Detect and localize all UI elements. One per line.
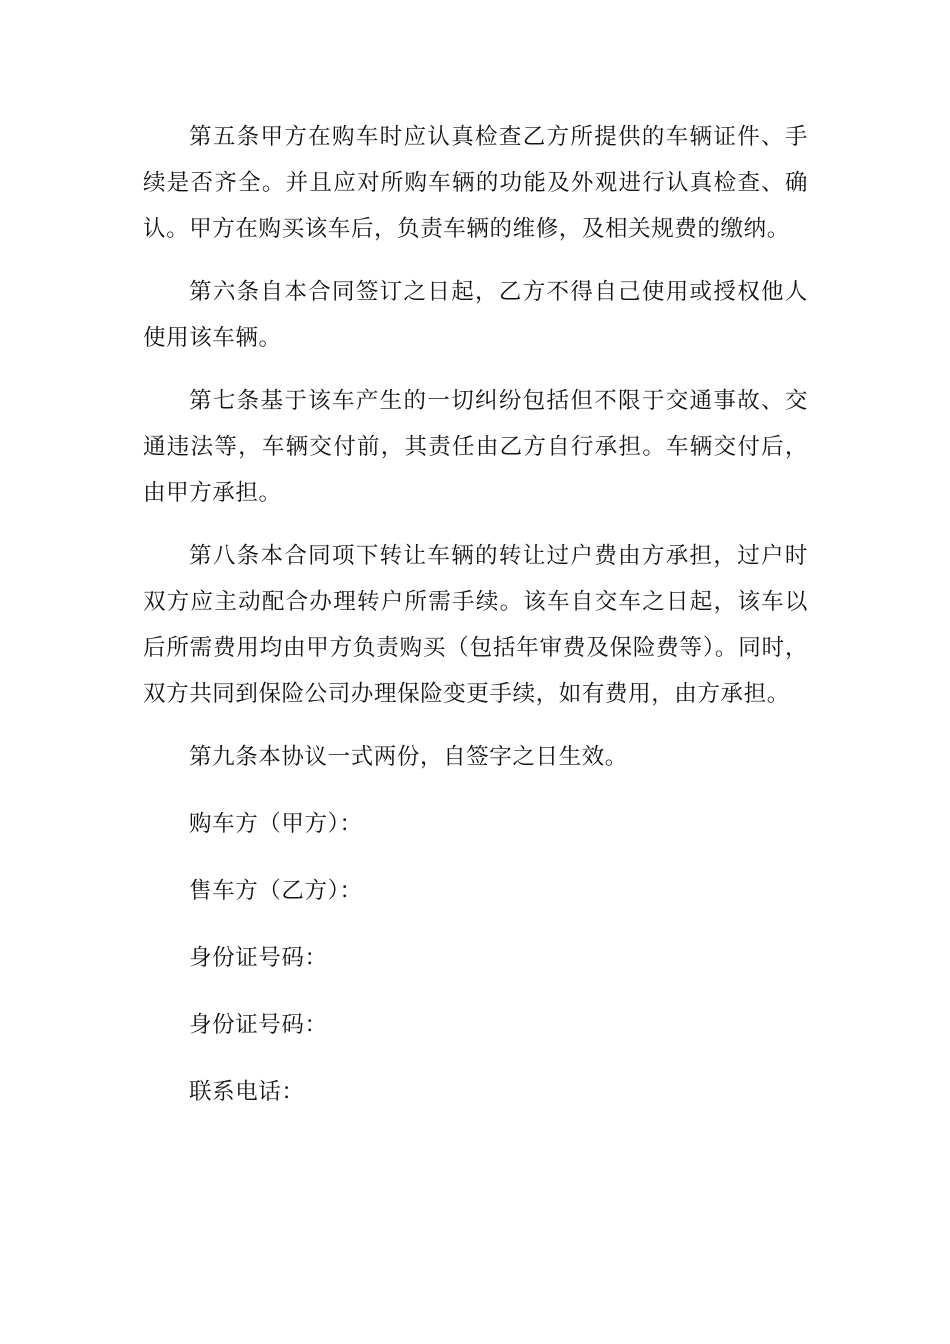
article-6: 第六条自本合同签订之日起，乙方不得自己使用或授权他人使用该车辆。 (143, 279, 808, 351)
article-8: 第八条本合同项下转让车辆的转让过户费由方承担，过户时双方应主动配合办理转户所需手续。该车自交车之日起，该车以后所需费用均由甲方负责购买（包括年审费及保险费等）。同时，双方共同到保险公司办理保险变更手续，如有费用，由方承担。 (143, 543, 808, 707)
document-body (143, 114, 808, 1136)
buyer-field: 购车方（甲方）： (189, 811, 363, 837)
article-9: 第九条本协议一式两份，自签字之日生效。 (189, 744, 628, 770)
id-number-field-1: 身份证号码： (189, 945, 328, 971)
seller-field: 售车方（乙方）： (189, 878, 363, 904)
article-7: 第七条基于该车产生的一切纠纷包括但不限于交通事故、交通违法等，车辆交付前，其责任由乙方自行承担。车辆交付后，由甲方承担。 (143, 388, 808, 506)
id-number-field-2: 身份证号码： (189, 1012, 328, 1038)
article-5: 第五条甲方在购车时应认真检查乙方所提供的车辆证件、手续是否齐全。并且应对所购车辆的功能及外观进行认真检查、确认。甲方在购买该车后，负责车辆的维修，及相关规费的缴纳。 (143, 124, 808, 242)
phone-field: 联系电话： (189, 1079, 305, 1105)
